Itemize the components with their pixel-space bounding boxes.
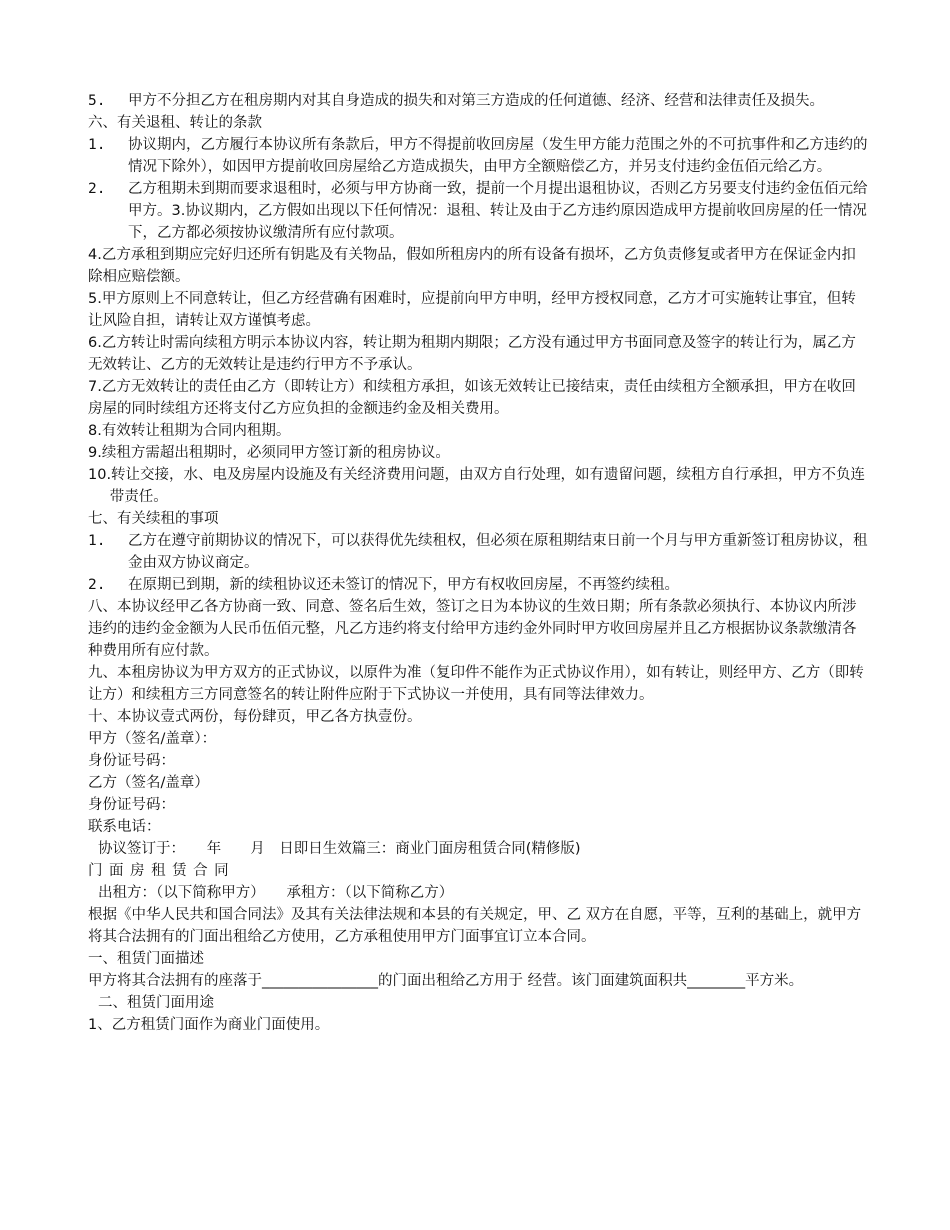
section-heading: 一、租赁门面描述	[88, 951, 204, 967]
clause-text: 乙方在遵守前期协议的情况下，可以获得优先续租权，但必须在原租期结束日前一个月与甲方重新签订租房协议，租金由双方协议商定。	[128, 533, 868, 571]
clause-number: 2.	[88, 577, 106, 593]
clause-number: 1.	[88, 137, 106, 153]
parties-line: 出租方：（以下简称甲方） 承租方：（以下简称乙方）	[98, 885, 454, 901]
section-paragraph: 甲方将其合法拥有的座落于________________的门面出租给乙方用于 经营。该门面建筑面积共________平方米。	[88, 973, 804, 989]
clause-paragraph: 7.乙方无效转让的责任由乙方（即转让方）和续租方承担，如该无效转让已接结束，责任由续租方全额承担，甲方在收回房屋的同时续组方还将支付乙方应负担的金额违约金及相关费用。	[88, 379, 856, 417]
section-paragraph: 1、乙方租赁门面作为商业门面使用。	[88, 1017, 330, 1033]
section-heading: 六、有关退租、转让的条款	[88, 115, 262, 131]
preamble-paragraph: 根据《中华人民共和国合同法》及其有关法律法规和本县的有关规定，甲、乙 双方在自愿，平等，互利的基础上，就甲方将其合法拥有的门面出租给乙方使用，乙方承租使用甲方门面事宜订立本合同。	[88, 907, 862, 945]
section-paragraph: 九、本租房协议为甲方双方的正式协议，以原件为准（复印件不能作为正式协议作用），如有转让，则经甲方、乙方（即转让方）和续租方三方同意签名的转让附件应附于下式协议一并使用，具有同等法律效力。	[88, 665, 864, 703]
clause-paragraph: 5.甲方原则上不同意转让，但乙方经营确有困难时，应提前向甲方申明，经甲方授权同意，乙方才可实施转让事宜，但转让风险自担，请转让双方谨慎考虑。	[88, 291, 856, 329]
clause-number: 2.	[88, 181, 106, 197]
clause-item	[88, 90, 868, 112]
party-a-signature: 甲方（签名/盖章）：	[88, 731, 217, 747]
clause-paragraph: 8.有效转让租期为合同内租期。	[88, 423, 291, 439]
party-b-signature: 乙方（签名/盖章）	[88, 775, 209, 791]
section-heading: 七、有关续租的事项	[88, 511, 219, 527]
clause-item	[88, 530, 868, 574]
clause-paragraph: 4.乙方承租到期应完好归还所有钥匙及有关物品，假如所租房内的所有设备有损坏，乙方负责修复或者甲方在保证金内扣除相应赔偿额。	[88, 247, 856, 285]
contract-title: 门面房租赁合同	[88, 863, 236, 879]
section-paragraph: 八、本协议经甲乙各方协商一致、同意、签名后生效，签订之日为本协议的生效日期；所有条款必须执行、本协议内所涉违约的违约金金额为人民币伍佰元整，凡乙方违约将支付给甲方违约金外同时甲方收回房屋并且乙方根据协议条款缴清各种费用所有应付款。	[88, 599, 857, 659]
clause-text: 甲方不分担乙方在租房期内对其自身造成的损失和对第三方造成的任何道德、经济、经营和法律责任及损失。	[128, 93, 824, 109]
clause-item	[88, 134, 868, 178]
section-paragraph: 十、本协议壹式两份，每份肆页，甲乙各方执壹份。	[88, 709, 422, 725]
document-page	[88, 90, 868, 1036]
signing-date-line: 协议签订于： 年 月 日即日生效篇三：商业门面房租赁合同(精修版)	[98, 841, 581, 857]
clause-paragraph: 10.转让交接，水、电及房屋内设施及有关经济费用问题，由双方自行处理，如有遗留问题，续租方自行承担，甲方不负连带责任。	[88, 467, 866, 505]
id-number-label: 身份证号码：	[88, 753, 175, 769]
clause-text: 协议期内，乙方履行本协议所有条款后，甲方不得提前收回房屋（发生甲方能力范围之外的不可抗事件和乙方违约的情况下除外），如因甲方提前收回房屋给乙方造成损失，由甲方全额赔偿乙方，并另支付违约金伍佰元给乙方。	[128, 137, 868, 175]
clause-text: 在原期已到期，新的续租协议还未签订的情况下，甲方有权收回房屋，不再签约续租。	[128, 577, 679, 593]
section-heading: 二、租赁门面用途	[98, 995, 214, 1011]
clause-paragraph: 6.乙方转让时需向续租方明示本协议内容，转让期为租期内期限；乙方没有通过甲方书面同意及签字的转让行为，属乙方无效转让、乙方的无效转让是违约行甲方不予承认。	[88, 335, 856, 373]
clause-number: 5.	[88, 93, 106, 109]
clause-number: 1.	[88, 533, 106, 549]
phone-label: 联系电话：	[88, 819, 161, 835]
clause-paragraph: 9.续租方需超出租期时，必须同甲方签订新的租房协议。	[88, 445, 450, 461]
clause-item	[88, 178, 868, 244]
id-number-label: 身份证号码：	[88, 797, 175, 813]
clause-text: 乙方租期未到期而要求退租时，必须与甲方协商一致，提前一个月提出退租协议，否则乙方另要支付违约金伍佰元给甲方。3.协议期内，乙方假如出现以下任何情况：退租、转让及由于乙方违约原因造成甲方提前收回房屋的任一情况下，乙方都必须按协议缴清所有应付款项。	[128, 181, 868, 241]
clause-item	[88, 574, 868, 596]
